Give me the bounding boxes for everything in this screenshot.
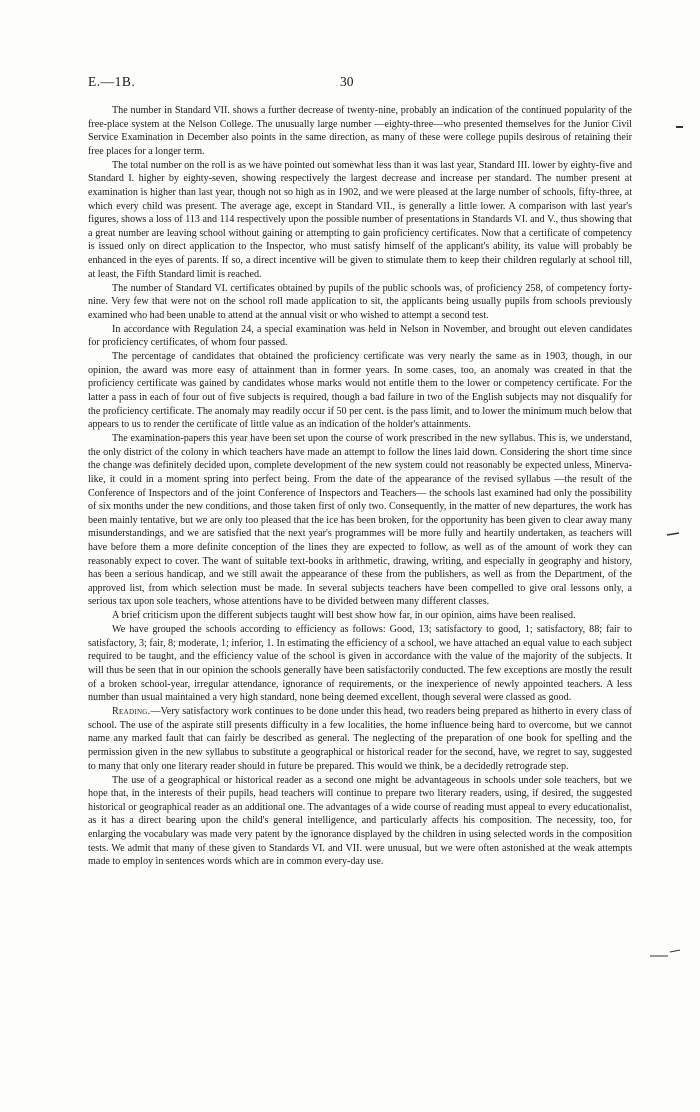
paragraph: The number of Standard VI. certificates obtained by pupils of the public schools was, of proficiency 258, of competency forty-nine. Very few that were not on the school roll made application to sit, the applicants being usually pupils from schools previously examined who had been unable to attend at the annual visit or who wished to attempt a second test.: [88, 282, 632, 321]
paragraph: We have grouped the schools according to efficiency as follows: Good, 13; satisfactory to good, 1; satisfactory, 88; fair to satisfactory, 3; fair, 8; moderate, 1; inferior, 1. In estimating the efficiency of a school, we have attached an equal value to each subject required to be taught, and the efficiency value of the school is given in accordance with the value of the majority of the subjects. It will thus be seen that in our opinion the schools generally have been satisfactorily conducted. The few exceptions are mostly the result of a broken school-year, irregular attendance, ignorance of requirements, or the inexperience of newly appointed teachers. A less number than usual maintained a very high standard, none being deemed excellent, though several were classed as good.: [88, 624, 632, 704]
body-text: [88, 104, 632, 869]
page-header: [88, 74, 630, 94]
paragraph: A brief criticism upon the different subjects taught will best show how far, in our opinion, aims have been realised.: [112, 610, 576, 622]
paragraph: The examination-papers this year have been set upon the course of work prescribed in the new syllabus. This is, we understand, the only district of the colony in which teachers have made an attempt to follow the lines laid down. Considering the short time since the change was definitely decided upon, complete development of the new system could not reasonably be expected unless, Minerva-like, it could in a moment spring into perfect being. From the date of the appearance of the revised syllabus —the result of the Conference of Inspectors and of the joint Conference of Inspectors and Teachers— the schools last examined had only the possibility of six months under the new conditions, and those taken first of only two. Consequently, in the matter of new departures, the work has been mainly tentative, but we are only too pleased that the ice has been broken, for the opportunity has been given to clear away many misunderstandings, and we are satisfied that the next year's programmes will be more fully and heartily undertaken, as teachers will have before them a more definite conception of the lines they are expected to follow, as well as of the amount of work they can reasonably expect to cover. The want of suitable text-books in arithmetic, drawing, writing, and especially in geography and history, has been a serious handicap, and we still await the appearance of these from the publishers, as well as from the Department, of the approved list, from which selection must be made. In several subjects teachers have been compelled to give oral lessons only, a serious tax upon sole teachers, whose attentions have to be divided between many different classes.: [88, 433, 632, 608]
margin-tick-mark: [676, 126, 683, 128]
paragraph: The percentage of candidates that obtained the proficiency certificate was very nearly the same as in 1903, though, in our opinion, the award was more easy of attainment than in former years. In some cases, too, an anomaly was created in that the proficiency certificate was gained by candidates whose marks would not entitle them to the lower or competency certificate. For the latter a pass in each of four out of five subjects is required, though a bad failure in two of the English subjects may not disqualify for the proficiency certificate. The anomaly may readily occur if 50 per cent. is the pass limit, and to lower the minimum much below that appears to us to render the certificate of little value as an indication of the holder's attainments.: [88, 351, 632, 431]
margin-pen-mark: [666, 532, 680, 536]
paragraph-reading: Reading.—Very satisfactory work continues to be done under this head, two readers being prepared as hitherto in every class of school. The use of the aspirate still presents difficulty in a few localities, the home influence being hard to overcome, but we cannot name any marked fault that can fairly be described as general. The neglecting of the preparation of one book for spelling and the permission given in the new syllabus to substitute a geographical or historical reader for the second, have, we regret to say, suggested to many that only one literary reader should in future be prepared. This would we think, be a decidedly retrograde step.: [88, 706, 632, 772]
section-heading-reading: Reading.: [112, 706, 151, 718]
paragraph: The number in Standard VII. shows a further decrease of twenty-nine, probably an indication of the continued popularity of the free-place system at the Nelson College. The unusually large number —eighty-three—who presented themselves for the Junior Civil Service Examination in December also points in the same direction, as many of these were college pupils desirous of retaining their free places for a longer term.: [88, 105, 632, 157]
paragraph: The total number on the roll is as we have pointed out somewhat less than it was last year, Standard III. lower by eighty-five and Standard I. higher by eighty-seven, showing respectively the largest decrease and increase per standard. The number present at examination is higher than last year, though not so high as in 1902, and we were pleased at the large number of schools, fifty-three, at which every child was present. The average age, except in Standard VII., is generally a little lower. A comparison with last year's figures, shows a loss of 113 and 114 respectively upon the possible number of presentations in Standards VI. and V., thus showing that a great number are leaving school without gaining or attempting to gain proficiency certificates. Now that a certificate of competency is issued only on direct application to the Inspector, who must satisfy himself of the applicant's ability, its value will probably be enhanced in the eyes of parents. If so, a direct incentive will be given to stimulate them to keep their children regularly at school till, at least, the Fifth Standard limit is reached.: [88, 159, 632, 280]
margin-arrow-mark: [648, 947, 682, 959]
report-reference: E.—1B.: [88, 74, 136, 89]
paragraph: The use of a geographical or historical reader as a second one might be advantageous in schools under sole teachers, but we hope that, in the interests of their pupils, head teachers will continue to prepare two literary readers, using, if desired, the suggested historical or geographical reader as an additional one. The advantages of a wide course of reading must appeal to every educationalist, as it has a direct bearing upon the child's general intelligence, and particularly affects his composition. The necessity, too, for enlarging the vocabulary was made very patent by the ignorance displayed by the children in using selected words in the composition tests. We admit that many of these given to Standards VI. and VII. were unusual, but we were often astonished at the weak attempts made to employ in sentences words which are in common every-day use.: [88, 774, 632, 868]
paragraph: In accordance with Regulation 24, a special examination was held in Nelson in November, and brought out eleven candidates for proficiency certificates, of whom four passed.: [88, 323, 632, 349]
page-number: 30: [340, 74, 354, 89]
